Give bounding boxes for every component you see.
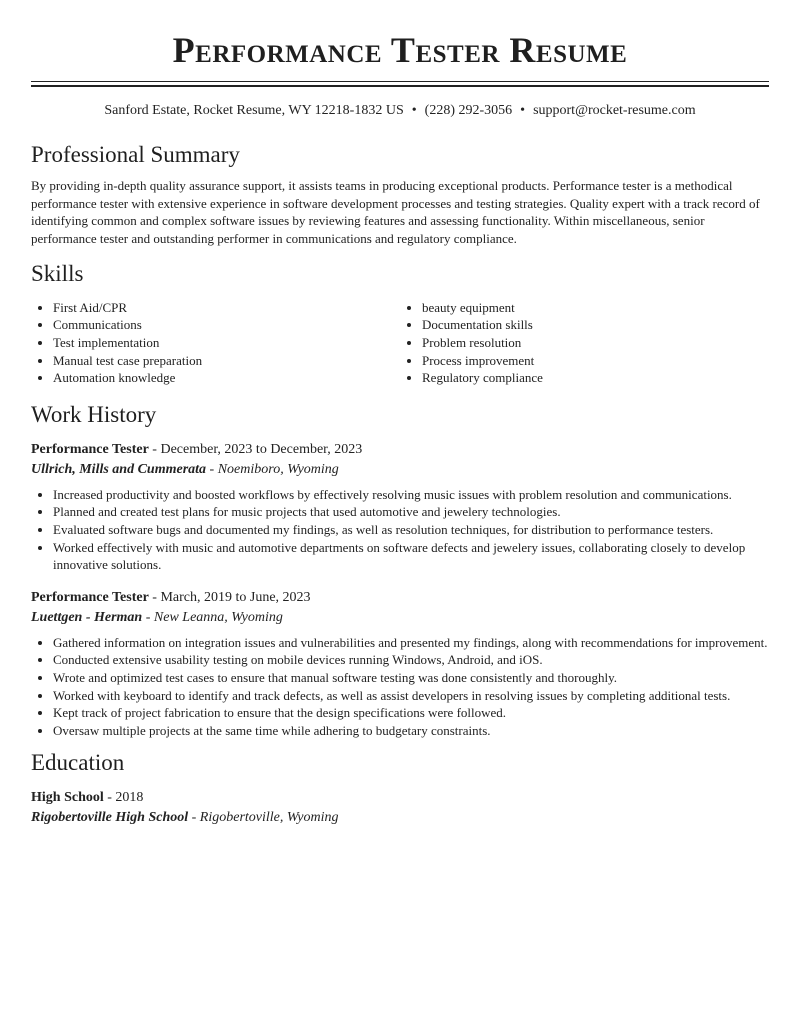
education-institution: Rigobertoville High School - Rigobertoville, Wyoming	[31, 810, 339, 826]
education-year: 2018	[115, 790, 144, 806]
job-bullet: • Wrote and optimized test cases to ensure that manual software testing was done consistently and thoroughly.	[53, 669, 769, 687]
work-history-heading: Work History	[31, 401, 157, 427]
job-entry	[31, 588, 769, 740]
job-bullet: • Oversaw multiple projects at the same time while adhering to budgetary constraints.	[53, 722, 769, 740]
title-divider	[31, 81, 769, 87]
education-degree: High School	[31, 790, 104, 806]
job-header: Performance Tester - March, 2019 to June, 2023	[31, 589, 311, 605]
job-responsibilities	[31, 486, 769, 574]
skill-item: • Documentation skills	[422, 316, 769, 334]
skill-item: • beauty equipment	[422, 299, 769, 317]
job-bullet: • Gathered information on integration issues and vulnerabilities and presented my findings, along with recommendations for improvement.	[53, 634, 769, 652]
skill-item: • Communications	[53, 316, 400, 334]
resume-title: Performance Tester Resume	[172, 30, 628, 70]
skill-item: • Problem resolution	[422, 334, 769, 352]
skill-item: • Test implementation	[53, 334, 400, 352]
education-school: Rigobertoville High School	[31, 810, 189, 826]
job-company: Ullrich, Mills and Cummerata	[31, 461, 207, 477]
summary-text: By providing in-depth quality assurance support, it assists teams in producing exceptional products. Performance tester is a methodical performance tester with extensive experience in software development processes and testing strategies. Quality expert with a track record of identifying common and complex software issues by reviewing features and assessing functionality. Within miscellaneous, senior performance tester and outstanding performer in communications and regulatory compliance.	[31, 178, 760, 247]
job-bullet: • Worked effectively with music and automotive departments on software defects and jewelery issues, collaborating closely to develop innovative solutions.	[53, 539, 769, 574]
job-role: Performance Tester	[31, 441, 149, 457]
contact-separator: •	[520, 103, 526, 118]
job-bullet: • Planned and created test plans for music projects that used automotive and jewelery technologies.	[53, 503, 769, 521]
skills-list	[31, 299, 769, 387]
resume-page	[31, 0, 769, 827]
job-company: Luettgen - Herman	[31, 609, 143, 625]
contact-address: Sanford Estate, Rocket Resume, WY 12218-1832 US	[104, 103, 404, 118]
job-bullet: • Worked with keyboard to identify and track defects, as well as assist developers in resolving issues by completing additional tests.	[53, 687, 769, 705]
skill-item: • Manual test case preparation	[53, 352, 400, 370]
job-dates: December, 2023 to December, 2023	[160, 441, 363, 457]
job-employer: Ullrich, Mills and Cummerata - Noemiboro, Wyoming	[31, 461, 339, 477]
job-dates: March, 2019 to June, 2023	[160, 589, 311, 605]
contact-email[interactable]: support@rocket-resume.com	[533, 103, 696, 118]
skills-column-right	[400, 299, 769, 387]
job-employer: Luettgen - Herman - New Leanna, Wyoming	[31, 609, 283, 625]
contact-phone: (228) 292-3056	[424, 103, 513, 118]
skill-item: • First Aid/CPR	[53, 299, 400, 317]
job-location: Noemiboro, Wyoming	[217, 461, 339, 477]
job-bullet: • Conducted extensive usability testing on mobile devices running Windows, Android, and iOS.	[53, 651, 769, 669]
job-bullet: • Kept track of project fabrication to ensure that the design specifications were followed.	[53, 704, 769, 722]
education-heading: Education	[31, 750, 125, 776]
job-responsibilities	[31, 634, 769, 740]
skills-column-left	[31, 299, 400, 387]
skill-item: • Regulatory compliance	[422, 369, 769, 387]
contact-line	[31, 101, 769, 121]
education-header: High School - 2018	[31, 790, 144, 806]
summary-heading: Professional Summary	[31, 142, 240, 167]
job-header: Performance Tester - December, 2023 to December, 2023	[31, 441, 363, 457]
skills-heading: Skills	[31, 260, 84, 286]
skill-item: • Automation knowledge	[53, 369, 400, 387]
job-entry	[31, 440, 769, 574]
education-location: Rigobertoville, Wyoming	[199, 810, 339, 826]
job-bullet: • Increased productivity and boosted workflows by effectively resolving music issues with problem resolution and communications.	[53, 486, 769, 504]
job-location: New Leanna, Wyoming	[153, 609, 283, 625]
education-entry	[31, 788, 769, 827]
skill-item: • Process improvement	[422, 352, 769, 370]
contact-separator: •	[411, 103, 417, 118]
job-role: Performance Tester	[31, 589, 149, 605]
job-bullet: • Evaluated software bugs and documented my findings, as well as resolution techniques, for distribution to performance testers.	[53, 521, 769, 539]
